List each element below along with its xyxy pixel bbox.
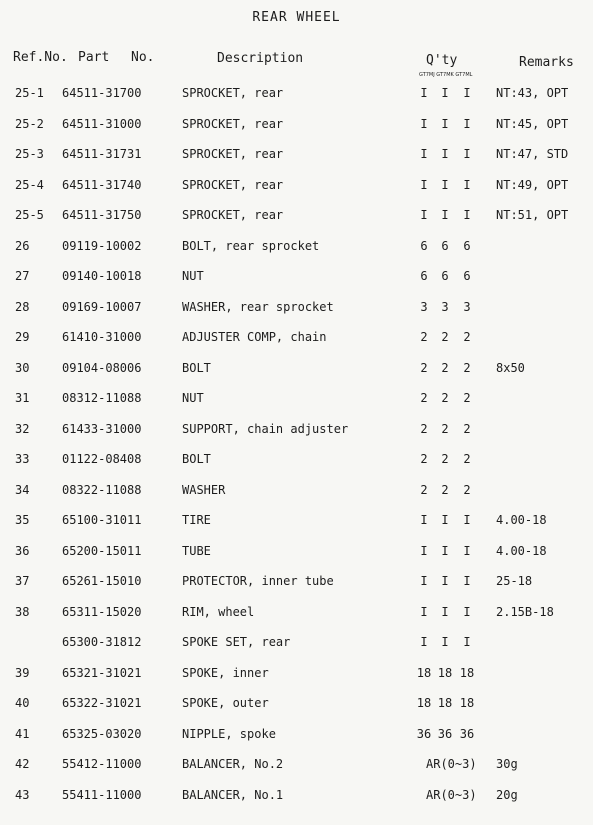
part-no-cell: 09140-10018: [62, 269, 142, 283]
qty-gt7mj-cell: 2: [420, 360, 428, 375]
ref-no-cell: 42: [15, 757, 30, 771]
description-cell: BOLT: [182, 360, 211, 375]
qty-gt7ml-cell: 36: [459, 726, 475, 741]
description-cell: NUT: [182, 269, 204, 283]
qty-gt7mj-cell: 18: [416, 696, 432, 710]
ref-no-cell: 25-1: [15, 86, 44, 100]
qty-gt7ml-cell: I: [463, 86, 471, 100]
table-row: [0, 330, 593, 361]
qty-gt7mj-cell: I: [420, 86, 428, 100]
qty-gt7ml-cell: 18: [459, 696, 475, 710]
part-no-cell: 01122-08408: [62, 452, 142, 466]
qty-gt7ml-cell: 2: [463, 330, 471, 344]
part-no-cell: 65200-15011: [62, 543, 142, 558]
description-cell: SPROCKET, rear: [182, 116, 284, 131]
parts-table: [0, 86, 593, 818]
ref-no-cell: 30: [15, 360, 30, 375]
header-qty: Q'ty: [426, 53, 458, 68]
part-no-cell: 64511-31000: [62, 116, 142, 131]
qty-gt7ml-cell: I: [463, 177, 471, 192]
description-cell: SPROCKET, rear: [182, 86, 284, 100]
description-cell: SPOKE SET, rear: [182, 635, 291, 649]
qty-gt7mj-cell: I: [420, 116, 428, 131]
description-cell: SPROCKET, rear: [182, 208, 284, 222]
ref-no-cell: 28: [15, 299, 30, 314]
qty-gt7ml-cell: 6: [463, 238, 471, 253]
qty-gt7ml-cell: 6: [463, 269, 471, 283]
remarks-cell: 8x50: [496, 360, 525, 375]
qty-gt7mk-cell: I: [441, 604, 449, 619]
table-row: [0, 513, 593, 544]
part-no-cell: 65321-31021: [62, 665, 142, 680]
qty-gt7mj-cell: 2: [420, 452, 428, 466]
description-cell: TIRE: [182, 513, 211, 527]
remarks-cell: 4.00-18: [496, 513, 547, 527]
remarks-cell: NT:49, OPT: [496, 177, 569, 192]
qty-gt7ml-cell: I: [463, 574, 471, 588]
header-remarks: Remarks: [519, 55, 574, 70]
qty-gt7mk-cell: 2: [441, 421, 449, 436]
description-cell: BALANCER, No.2: [182, 757, 284, 771]
description-cell: BALANCER, No.1: [182, 787, 284, 802]
qty-gt7mk-cell: I: [441, 543, 449, 558]
qty-gt7mj-cell: I: [420, 177, 428, 192]
table-row: [0, 452, 593, 483]
description-cell: ADJUSTER COMP, chain: [182, 330, 327, 344]
table-row: [0, 178, 593, 209]
part-no-cell: 64511-31750: [62, 208, 142, 222]
qty-gt7ml-cell: 18: [459, 665, 475, 680]
description-cell: SPOKE, inner: [182, 665, 269, 680]
part-no-cell: 09119-10002: [62, 238, 142, 253]
qty-gt7ml-cell: 2: [463, 482, 471, 497]
part-no-cell: 09169-10007: [62, 299, 142, 314]
part-no-cell: 65300-31812: [62, 635, 142, 649]
qty-gt7mk-cell: I: [441, 574, 449, 588]
qty-gt7mk-cell: 6: [441, 269, 449, 283]
qty-gt7ml-cell: I: [463, 116, 471, 131]
header-part: Part: [78, 50, 110, 65]
ref-no-cell: 25-4: [15, 177, 44, 192]
qty-gt7mk-cell: I: [441, 116, 449, 131]
table-row: [0, 117, 593, 148]
header-models: GT7MJ GT7MK GT7ML: [419, 72, 473, 78]
table-row: [0, 574, 593, 605]
qty-gt7mk-cell: I: [441, 513, 449, 527]
table-row: [0, 544, 593, 575]
ref-no-cell: 40: [15, 696, 30, 710]
qty-gt7mj-cell: I: [420, 208, 428, 222]
ref-no-cell: 31: [15, 391, 30, 405]
remarks-cell: 4.00-18: [496, 543, 547, 558]
qty-gt7mj-cell: 36: [416, 726, 432, 741]
table-row: [0, 757, 593, 788]
remarks-cell: 30g: [496, 757, 518, 771]
table-row: [0, 635, 593, 666]
part-no-cell: 64511-31700: [62, 86, 142, 100]
remarks-cell: NT:45, OPT: [496, 116, 569, 131]
qty-gt7mk-cell: I: [441, 635, 449, 649]
ref-no-cell: 29: [15, 330, 30, 344]
ref-no-cell: 39: [15, 665, 30, 680]
table-row: [0, 361, 593, 392]
page-title: REAR WHEEL: [252, 10, 341, 25]
part-no-cell: 64511-31731: [62, 147, 142, 161]
qty-gt7mk-cell: I: [441, 208, 449, 222]
part-no-cell: 64511-31740: [62, 177, 142, 192]
description-cell: TUBE: [182, 543, 211, 558]
remarks-cell: 25-18: [496, 574, 533, 588]
ref-no-cell: 34: [15, 482, 30, 497]
table-row: [0, 147, 593, 178]
qty-gt7mk-cell: 2: [441, 360, 449, 375]
qty-gt7mk-cell: 18: [437, 696, 453, 710]
remarks-cell: NT:51, OPT: [496, 208, 569, 222]
description-cell: SPROCKET, rear: [182, 147, 284, 161]
part-no-cell: 61433-31000: [62, 421, 142, 436]
qty-gt7mj-cell: 18: [416, 665, 432, 680]
ref-no-cell: 25-2: [15, 116, 44, 131]
qty-gt7ml-cell: 3: [463, 299, 471, 314]
qty-gt7mk-cell: 36: [437, 726, 453, 741]
ref-no-cell: 33: [15, 452, 30, 466]
ref-no-cell: 25-3: [15, 147, 44, 161]
table-row: [0, 208, 593, 239]
description-cell: SUPPORT, chain adjuster: [182, 421, 349, 436]
ref-no-cell: 38: [15, 604, 30, 619]
part-no-cell: 61410-31000: [62, 330, 142, 344]
description-cell: BOLT, rear sprocket: [182, 238, 320, 253]
qty-gt7ml-cell: I: [463, 147, 471, 161]
part-no-cell: 65311-15020: [62, 604, 142, 619]
table-row: [0, 300, 593, 331]
qty-gt7mj-cell: I: [420, 635, 428, 649]
description-cell: NUT: [182, 391, 204, 405]
qty-gt7ml-cell: I: [463, 208, 471, 222]
qty-gt7mk-cell: I: [441, 177, 449, 192]
ref-no-cell: 35: [15, 513, 30, 527]
table-row: [0, 391, 593, 422]
qty-gt7mk-cell: 2: [441, 391, 449, 405]
qty-gt7mk-cell: 2: [441, 482, 449, 497]
table-row: [0, 86, 593, 117]
part-no-cell: 65322-31021: [62, 696, 142, 710]
part-no-cell: 08322-11088: [62, 482, 142, 497]
qty-gt7ml-cell: I: [463, 543, 471, 558]
qty-gt7mk-cell: I: [441, 86, 449, 100]
table-row: [0, 696, 593, 727]
qty-gt7ml-cell: 2: [463, 391, 471, 405]
qty-gt7mj-cell: I: [420, 513, 428, 527]
ref-no-cell: 41: [15, 726, 30, 741]
qty-gt7mk-cell: 18: [437, 665, 453, 680]
table-row: [0, 666, 593, 697]
remarks-cell: 20g: [496, 787, 518, 802]
qty-gt7mj-cell: 2: [420, 330, 428, 344]
ref-no-cell: 25-5: [15, 208, 44, 222]
qty-gt7mk-cell: 2: [441, 330, 449, 344]
qty-gt7mk-cell: 6: [441, 238, 449, 253]
qty-gt7mj-cell: I: [420, 147, 428, 161]
description-cell: SPROCKET, rear: [182, 177, 284, 192]
qty-gt7ml-cell: 2: [463, 421, 471, 436]
ref-no-cell: 26: [15, 238, 30, 253]
table-row: [0, 788, 593, 819]
qty-gt7mj-cell: 2: [420, 391, 428, 405]
ref-no-cell: 32: [15, 421, 30, 436]
remarks-cell: NT:43, OPT: [496, 86, 569, 100]
qty-gt7mj-cell: 2: [420, 421, 428, 436]
qty-gt7mk-cell: I: [441, 147, 449, 161]
qty-gt7ml-cell: 2: [463, 360, 471, 375]
qty-gt7ml-cell: I: [463, 604, 471, 619]
qty-gt7mk-cell: 2: [441, 452, 449, 466]
qty-gt7mj-cell: 2: [420, 482, 428, 497]
part-no-cell: 65325-03020: [62, 726, 142, 741]
qty-cell: AR(0~3): [426, 787, 477, 802]
description-cell: PROTECTOR, inner tube: [182, 574, 334, 588]
qty-gt7mj-cell: I: [420, 543, 428, 558]
part-no-cell: 55411-11000: [62, 787, 142, 802]
table-row: [0, 239, 593, 270]
qty-gt7mj-cell: 3: [420, 299, 428, 314]
ref-no-cell: 36: [15, 543, 30, 558]
remarks-cell: 2.15B-18: [496, 604, 554, 619]
table-row: [0, 483, 593, 514]
table-row: [0, 605, 593, 636]
header-description: Description: [217, 51, 304, 66]
part-no-cell: 55412-11000: [62, 757, 142, 771]
header-no: No.: [131, 50, 155, 65]
table-row: [0, 269, 593, 300]
header-ref-no: Ref.No.: [13, 50, 68, 65]
qty-gt7mk-cell: 3: [441, 299, 449, 314]
ref-no-cell: 43: [15, 787, 30, 802]
qty-cell: AR(0~3): [426, 757, 477, 771]
description-cell: WASHER, rear sprocket: [182, 299, 334, 314]
table-row: [0, 727, 593, 758]
description-cell: NIPPLE, spoke: [182, 726, 276, 741]
qty-gt7ml-cell: I: [463, 513, 471, 527]
qty-gt7mj-cell: 6: [420, 238, 428, 253]
description-cell: SPOKE, outer: [182, 696, 269, 710]
part-no-cell: 08312-11088: [62, 391, 142, 405]
ref-no-cell: 27: [15, 269, 30, 283]
description-cell: RIM, wheel: [182, 604, 255, 619]
table-row: [0, 422, 593, 453]
qty-gt7mj-cell: I: [420, 604, 428, 619]
qty-gt7ml-cell: I: [463, 635, 471, 649]
qty-gt7mj-cell: 6: [420, 269, 428, 283]
ref-no-cell: 37: [15, 574, 30, 588]
part-no-cell: 65261-15010: [62, 574, 142, 588]
part-no-cell: 65100-31011: [62, 513, 142, 527]
qty-gt7ml-cell: 2: [463, 452, 471, 466]
description-cell: WASHER: [182, 482, 226, 497]
qty-gt7mj-cell: I: [420, 574, 428, 588]
remarks-cell: NT:47, STD: [496, 147, 569, 161]
part-no-cell: 09104-08006: [62, 360, 142, 375]
description-cell: BOLT: [182, 452, 211, 466]
